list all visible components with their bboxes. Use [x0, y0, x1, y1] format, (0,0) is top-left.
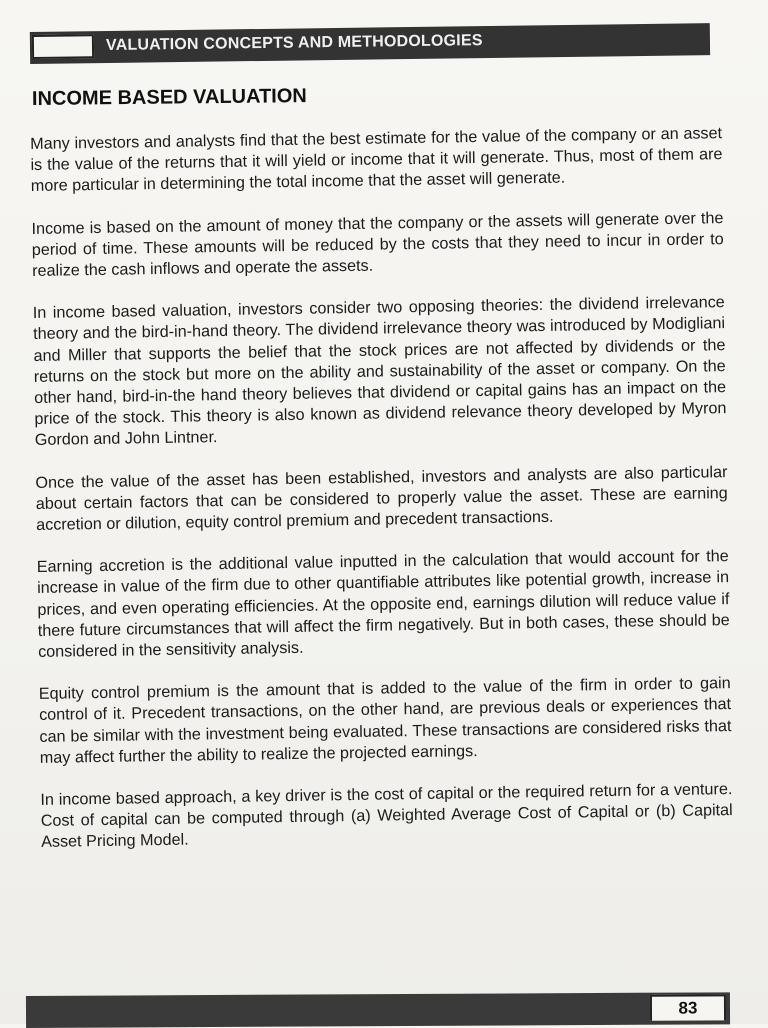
header-marker-box	[32, 34, 94, 59]
paragraph-1: Many investors and analysts find that the best estimate for the value of the company or an asset is the value of the returns that it will yield or income that it will generate. Thus, most of them are more particular in determining the total income that the asset will generate.	[30, 124, 723, 196]
paragraph-5: Earning accretion is the additional value inputted in the calculation that would account for the increase in value of the firm due to other quantifiable attributes like potential growth, increase in prices, and even operating efficiencies. At the opposite end, earnings dilution will reduce value if there future circumstances that will affect the firm negatively. But in both cases, these should be considered in the sensitivity analysis.	[36, 547, 730, 661]
page-number-box	[650, 994, 726, 1020]
chapter-title: VALUATION CONCEPTS AND METHODOLOGIES	[105, 32, 483, 55]
page-number: 83	[678, 998, 698, 1018]
paragraph-4: Once the value of the asset has been established, investors and analysts are also particular about certain factors that can be considered to properly value the asset. These are earning accretion or dilution, equity control premium and precedent transactions.	[35, 462, 728, 534]
paragraph-2: Income is based on the amount of money that the company or the assets will generate over the period of time. These amounts will be reduced by the costs that they need to incur in order to realize the cash inflows and operate the assets.	[31, 208, 724, 280]
body-text	[30, 123, 734, 874]
footer-bar	[26, 992, 730, 1028]
chapter-header-bar	[30, 23, 710, 64]
paragraph-7: In income based approach, a key driver is the cost of capital or the required return for a venture. Cost of capital can be computed through (a) Weighted Average Cost of Capital or (b) Capital Asset Pricing Model.	[40, 780, 733, 852]
paragraph-6: Equity control premium is the amount that is added to the value of the firm in order to gain control of it. Precedent transactions, on the other hand, are previous deals or experiences that can be similar with the investment being evaluated. These transactions are considered risks that may affect further the ability to realize the projected earnings.	[38, 674, 732, 767]
section-heading: INCOME BASED VALUATION	[31, 85, 307, 110]
paragraph-3: In income based valuation, investors consider two opposing theories: the dividend irrelevance theory and the bird-in-hand theory. The dividend irrelevance theory was introduced by Modigliani and Miller that supports the belief that the stock prices are not affected by dividends or the returns on the stock but more on the ability and sustainability of the asset or company. On the other hand, bird-in-the hand theory believes that dividend or capital gains has an impact on the price of the stock. This theory is also known as dividend relevance theory developed by Myron Gordon and John Lintner.	[32, 293, 727, 450]
